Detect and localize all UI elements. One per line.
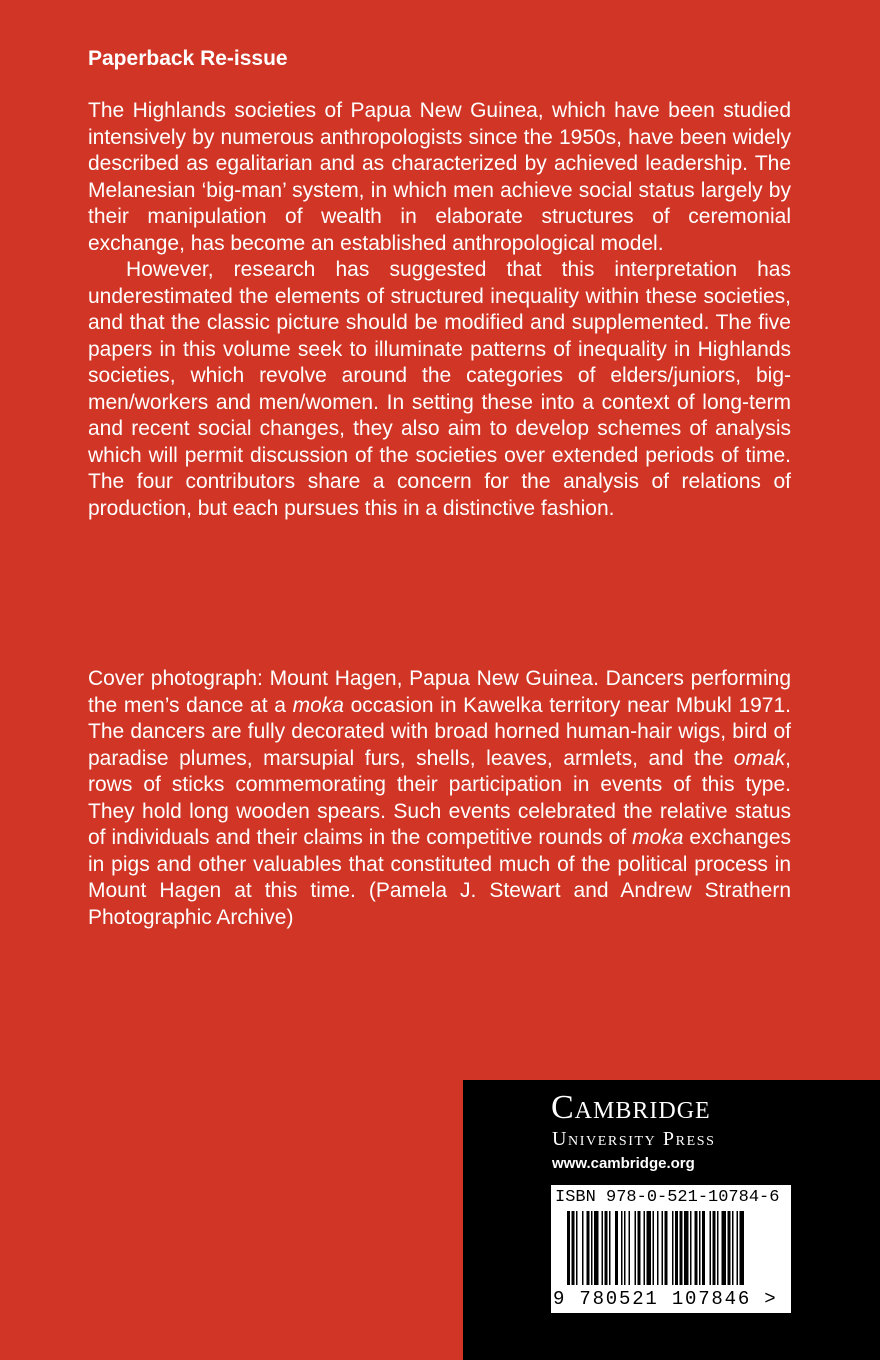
caption-text-2: occasion in Kawelka territory near Mbukl 1971. The dancers are fully decorated with broad horned human-hair wigs, bird of paradise plumes, marsupial furs, shells, leaves, armlets, and the bbox=[88, 693, 792, 770]
section-heading: Paperback Re-issue bbox=[88, 47, 288, 70]
publisher-block bbox=[463, 1080, 880, 1360]
isbn-label: ISBN 978-0-521-10784-6 bbox=[555, 1188, 780, 1207]
barcode-digits: 9 780521 107846 > bbox=[553, 1288, 778, 1310]
isbn-barcode bbox=[551, 1185, 791, 1313]
book-blurb bbox=[88, 98, 791, 522]
publisher-url[interactable]: www.cambridge.org bbox=[552, 1155, 695, 1172]
publisher-name bbox=[551, 1088, 711, 1128]
caption-italic-moka: moka bbox=[292, 693, 344, 717]
caption-italic-moka-2: moka bbox=[632, 826, 684, 849]
blurb-paragraph-1: The Highlands societies of Papua New Guinea, which have been studied intensively by numerous anthropologists since the 1950s, have been widely described as egalitarian and as characterized by achieved leadership. The Melanesian ‘big-man’ system, in which men achieve social status largely by their manipulation of wealth in elaborate structures of ceremonial exchange, has become an established anthropological model. bbox=[88, 99, 791, 255]
blurb-paragraph-2: However, research has suggested that this interpretation has underestimated the elements of structured inequality within these societies, and that the classic picture should be modified and supplemented. The five papers in this volume seek to illuminate patterns of inequality in Highlands societies, which revolve around the categories of elders/juniors, big-men/workers and men/women. In setting these into a context of long-term and recent social changes, they also aim to develop schemes of analysis which will permit discussion of the societies over extended periods of time. The four contributors share a concern for the analysis of relations of production, but each pursues this in a distinctive fashion. bbox=[88, 258, 791, 520]
caption-text-4: exchanges in pigs and other valuables that constituted much of the political process in Mount Hagen at this time. (Pamela J. Stewart and Andrew Strathern Photographic Archive) bbox=[88, 826, 791, 929]
publisher-name-text: Cambridge bbox=[551, 1089, 711, 1126]
caption-text-1: Cover photograph: Mount Hagen, Papua New Guinea. Dancers performing the men’s dance at a bbox=[88, 667, 791, 717]
caption-italic-omak: omak bbox=[733, 746, 786, 770]
publisher-subtitle-text: University Press bbox=[552, 1128, 716, 1150]
barcode-bars bbox=[551, 1211, 791, 1289]
publisher-subtitle bbox=[552, 1127, 716, 1151]
caption-text-3: , rows of sticks commemorating their participation in events of this type. They hold long wooden spears. Such events celebrated the relative status of individuals and their claims in the competitive rounds of bbox=[88, 746, 791, 849]
cover-photo-caption bbox=[88, 666, 791, 931]
